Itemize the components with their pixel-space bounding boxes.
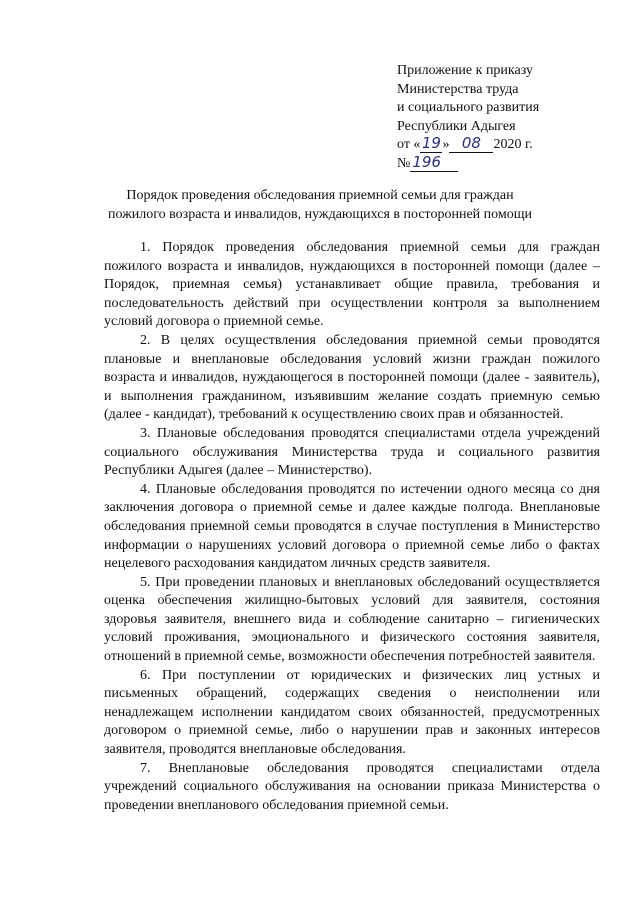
date-month-handwritten: 08	[449, 136, 493, 153]
paragraph-7: 7. Внеплановые обследования проводятся специалистами отдела учреждений социального обслуживания на основании приказа Министерства о проведении внепланового обследования приемной семьи.	[104, 760, 600, 813]
document-title: Порядок проведения обследования приемной семьи для граждан пожилого возраста и инвалидов, нуждающихся в посторонней помощи	[107, 188, 533, 222]
paragraph-1: 1. Порядок проведения обследования приемной семьи для граждан пожилого возраста и инвалидов, нуждающихся в посторонней помощи (далее – Порядок, приемная семья) устанавливает общие правила, требования и последовательность действий при осуществлении контроля за выполнением условий договора о приемной семье.	[104, 240, 600, 330]
paragraph-3: 3. Плановые обследования проводятся специалистами отдела учреждений социального обслуживания Министерства труда и социального развития Республики Адыгея (далее – Министерство).	[104, 425, 600, 479]
date-prefix: от «	[397, 137, 421, 152]
appendix-header	[397, 62, 539, 173]
paragraph-6: 6. При поступлении от юридических и физических лиц устных и письменных обращений, содержащих сведения о неисполнении или ненадлежащем исполнении кандидатом своих обязанностей, предусмотренных договором о приемной семье, либо о нарушении прав и законных интересов заявителя, проводятся внеплановые обследования.	[104, 667, 600, 758]
date-mid: »	[442, 137, 450, 152]
document-body	[104, 239, 600, 815]
paragraph-2: 2. В целях осуществления обследования приемной семьи проводятся плановые и внеплановые обследования условий жизни граждан пожилого возраста и инвалидов, нуждающегося в посторонней помощи (далее - заявитель), и выполнения гражданином, изъявившим желание создать приемную семью (далее - кандидат), требований к осуществлению своих прав и обязанностей.	[104, 332, 600, 423]
appendix-line-3: и социального развития	[397, 100, 540, 115]
date-year: 2020 г.	[493, 137, 533, 152]
appendix-number	[397, 152, 539, 174]
paragraph-5: 5. При проведении плановых и внеплановых обследований осуществляется оценка обеспечения жилищно-бытовых условий для заявителя, состояния здоровья заявителя, внешнего вида и соблюдение санитарно – гигиенических условий проживания, эмоционального и физического состояния заявителя, отношений в приемной семье, возможности обеспечения потребностей заявителя.	[104, 574, 600, 665]
date-day-handwritten: 19	[421, 134, 441, 152]
paragraph-4: 4. Плановые обследования проводятся по истечении одного месяца со дня заключения договора о приемной семье и далее каждые полгода. Внеплановые обследования приемной семьи проводятся в случае поступления в Министерство информации о нарушениях условий договора о приемной семье либо о фактах нецелевого расходования кандидатом личных средств заявителя.	[104, 481, 600, 572]
number-handwritten: 196	[410, 155, 458, 172]
appendix-line-1: Приложение к приказу	[397, 63, 533, 78]
appendix-line-2: Министерства труда	[397, 81, 519, 97]
appendix-line-4: Республики Адыгея	[397, 118, 516, 134]
number-prefix: №	[397, 155, 411, 171]
